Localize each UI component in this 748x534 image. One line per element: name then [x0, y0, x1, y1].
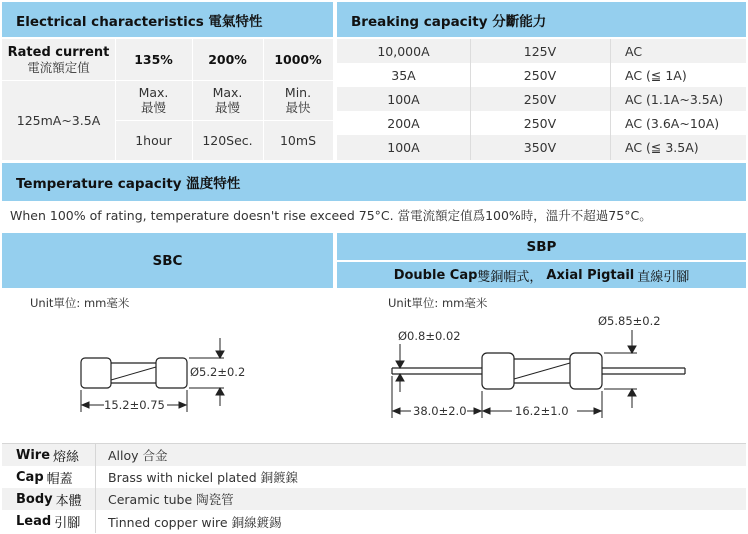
- limit-200: [192, 80, 263, 120]
- sbp-fuse: [392, 353, 685, 389]
- sbp-sub-a: Double Cap: [393, 267, 478, 283]
- rated-current-label: [2, 39, 115, 80]
- sbp-right-cap: [570, 353, 602, 389]
- col-135: 135%: [134, 52, 173, 67]
- sbc-unit: Unit單位: mm毫米: [30, 296, 130, 310]
- sbc-header: [2, 233, 333, 288]
- brk-r3-type: AC (1.1A~3.5A): [625, 91, 724, 107]
- spec-row-body-value: Ceramic tube 陶瓷管: [108, 492, 234, 507]
- rated-current-cn: 電流額定值: [27, 59, 90, 75]
- sbp-body-dia-label: Ø5.85±0.2: [598, 314, 661, 328]
- brk-r3-voltage: 250V: [523, 91, 557, 107]
- limit-1000: [263, 80, 333, 120]
- brk-r4-type: AC (3.6A~10A): [625, 115, 720, 131]
- spec-table: [2, 444, 746, 533]
- spec-cap-key-en: Cap: [16, 469, 44, 485]
- limit-200-cn: 最慢: [214, 100, 240, 115]
- spec-body-key-en: Body: [16, 491, 53, 507]
- brk-r3-current: 100A: [387, 91, 420, 107]
- temperature-note-text: When 100% of rating, temperature doesn't rise exceed 75°C. 當電流額定值爲100%時，溫升不超過75°C。: [10, 208, 652, 223]
- temperature-header: [2, 163, 746, 201]
- limit-135: [115, 80, 192, 120]
- sbp-subheader: [337, 262, 746, 288]
- time-135: 1hour: [135, 132, 172, 148]
- spec-lead-key-en: Lead: [16, 514, 52, 529]
- limit-1000-cn: 最快: [285, 100, 311, 115]
- spec-row-lead-value: Tinned copper wire 銅線鍍錫: [108, 514, 282, 530]
- brk-r4-voltage: 250V: [523, 115, 557, 131]
- sbc-diameter-label: Ø5.2±0.2: [190, 365, 246, 379]
- sbp-sub-c: Axial Pigtail: [546, 267, 635, 283]
- limit-1000-en: Min.: [284, 85, 312, 100]
- col-200: 200%: [208, 52, 247, 67]
- sbc-left-cap: [81, 358, 111, 388]
- sbp-unit: Unit單位: mm毫米: [388, 296, 488, 310]
- limit-135-en: Max.: [138, 85, 169, 100]
- brk-r1-type: AC: [625, 43, 643, 59]
- limit-200-en: Max.: [212, 85, 243, 100]
- spec-row-lead-key: [2, 510, 95, 533]
- spec-row-body-key: [2, 488, 95, 510]
- sbp-sub-b: 雙銅帽式，: [477, 269, 543, 285]
- electrical-title: Electrical characteristics 電氣特性: [16, 13, 263, 30]
- sbc-title: SBC: [152, 252, 183, 269]
- spec-wire-key-en: Wire: [16, 447, 51, 463]
- temperature-title: Temperature capacity 溫度特性: [16, 176, 241, 192]
- spec-body-key-cn: 本體: [55, 493, 82, 509]
- brk-r1-current: 10,000A: [377, 43, 430, 59]
- sbp-title: SBP: [526, 238, 557, 255]
- breaking-table: [337, 39, 746, 160]
- sbc-right-cap: [156, 358, 187, 388]
- brk-r5-type: AC (≦ 3.5A): [625, 140, 699, 155]
- sbp-body-len-label: 16.2±1.0: [515, 404, 569, 418]
- sbp-left-cap: [482, 353, 514, 389]
- electrical-table: [2, 39, 333, 160]
- brk-r4-current: 200A: [387, 115, 420, 131]
- brk-r5-voltage: 350V: [523, 140, 557, 155]
- sbp-lead-len-label: 38.0±2.0: [413, 404, 467, 418]
- spec-cap-key-cn: 帽蓋: [46, 471, 73, 487]
- spec-row-cap-value: Brass with nickel plated 銅鍍鎳: [108, 470, 299, 485]
- time-1000: 10mS: [279, 132, 317, 148]
- brk-r2-current: 35A: [391, 67, 416, 83]
- brk-r2-voltage: 250V: [523, 67, 557, 83]
- sbc-length-label: 15.2±0.75: [104, 398, 165, 412]
- brk-r1-voltage: 125V: [523, 43, 557, 59]
- time-200: 120Sec.: [202, 132, 253, 148]
- spec-wire-key-cn: 熔絲: [53, 449, 80, 465]
- spec-row-cap-key: [2, 466, 95, 488]
- limit-135-cn: 最慢: [140, 100, 166, 115]
- sbp-sub-d: 直線引腳: [637, 269, 690, 285]
- sbp-lead-dia-label: Ø0.8±0.02: [398, 329, 461, 343]
- electrical-header: [2, 2, 333, 37]
- sbc-fuse: [81, 358, 187, 388]
- rated-range: 125mA~3.5A: [16, 112, 101, 128]
- sbc-drawing: [2, 300, 333, 440]
- spec-row-wire-key: [2, 444, 95, 466]
- col-1000: 1000%: [274, 52, 322, 67]
- brk-r5-current: 100A: [387, 140, 420, 155]
- brk-r2-type: AC (≦ 1A): [625, 67, 687, 83]
- spec-lead-key-cn: 引腳: [54, 516, 81, 531]
- breaking-header: [337, 2, 746, 37]
- breaking-title: Breaking capacity 分斷能力: [351, 13, 547, 30]
- sbp-drawing: [337, 300, 746, 440]
- spec-row-wire-value: Alloy 合金: [108, 448, 168, 463]
- rated-current-en: Rated current: [7, 44, 110, 60]
- temperature-note: [2, 201, 746, 229]
- sbp-header: [337, 233, 746, 260]
